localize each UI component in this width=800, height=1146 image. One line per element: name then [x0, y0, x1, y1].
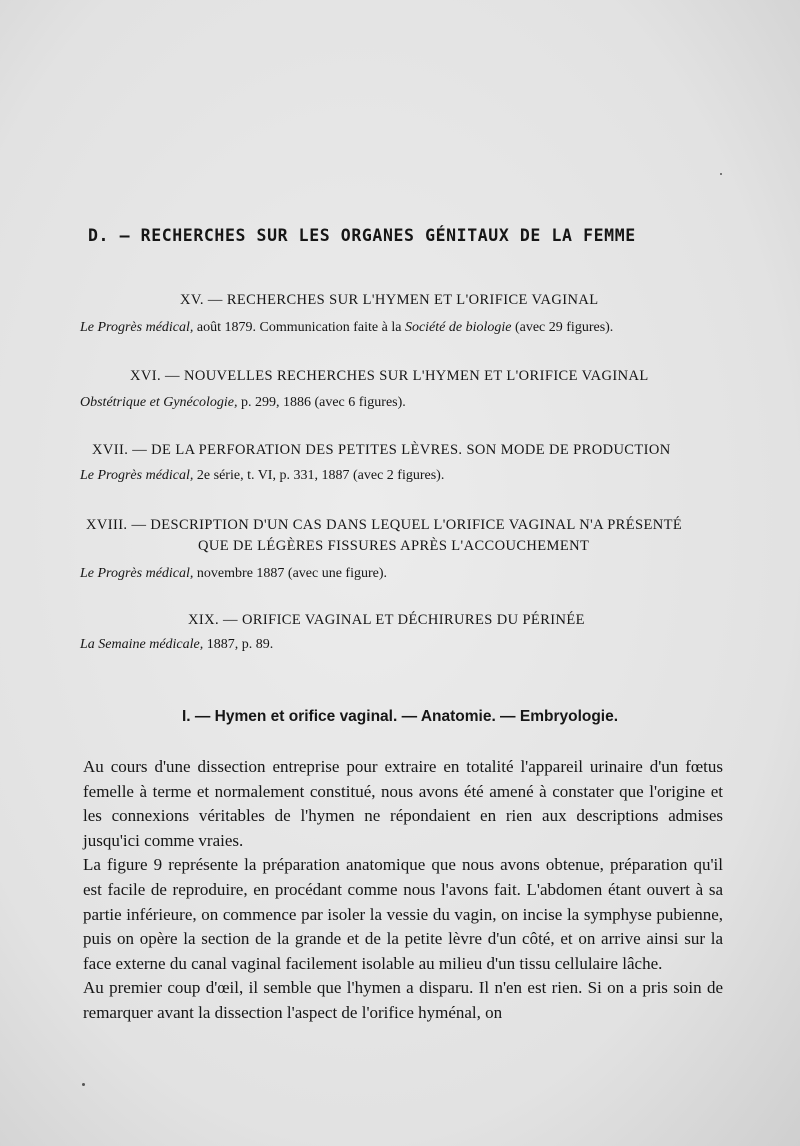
- paragraph: Au cours d'une dissection entreprise pour extraire en totalité l'appareil urinaire d'un fœtus femelle à terme et normalement constitué, nous avons été amené à constater que l'origine et les connexions véritables de l'hymen ne répondaient en rien aux descriptions admises jusqu'ici comme vraies.: [83, 757, 723, 850]
- body-text: [83, 755, 723, 1026]
- entry-title-xix: XIX. — ORIFICE VAGINAL ET DÉCHIRURES DU PÉRINÉE: [188, 612, 585, 628]
- entry-title-xv: XV. — RECHERCHES SUR L'HYMEN ET L'ORIFICE VAGINAL: [180, 292, 599, 308]
- entry-ref-xix: [80, 637, 273, 653]
- entry-ref-xv: [80, 320, 613, 336]
- print-speck: [720, 173, 722, 175]
- ref-text: p. 299, 1886 (avec 6 figures).: [237, 395, 406, 410]
- paragraph: Au premier coup d'œil, il semble que l'hymen a disparu. Il n'en est rien. Si on a pris soin de remarquer avant la dissection l'aspect de l'orifice hyménal, on: [83, 978, 723, 1022]
- entry-title-xviii-line1: XVIII. — DESCRIPTION D'UN CAS DANS LEQUEL L'ORIFICE VAGINAL N'A PRÉSENTÉ: [86, 517, 683, 533]
- journal-name: Le Progrès médical,: [80, 320, 194, 335]
- ref-text: 2e série, t. VI, p. 331, 1887 (avec 2 figures).: [193, 468, 445, 483]
- journal-name: Obstétrique et Gynécologie,: [80, 395, 238, 410]
- ref-text: 1887, p. 89.: [203, 637, 274, 652]
- entry-ref-xviii: [80, 566, 387, 582]
- print-speck: [82, 1083, 85, 1086]
- section-title: D. — RECHERCHES SUR LES ORGANES GÉNITAUX DE LA FEMME: [88, 226, 636, 245]
- journal-name: Le Progrès médical,: [80, 468, 194, 483]
- chapter-heading: I. — Hymen et orifice vaginal. — Anatomie. — Embryologie.: [181, 708, 619, 725]
- ref-text: août 1879. Communication faite à la: [193, 320, 405, 335]
- journal-name: Le Progrès médical,: [80, 566, 194, 581]
- journal-name: La Semaine médicale,: [80, 637, 204, 652]
- entry-title-xvii: XVII. — DE LA PERFORATION DES PETITES LÈVRES. SON MODE DE PRODUCTION: [92, 442, 671, 458]
- entry-ref-xvi: [80, 395, 406, 411]
- paragraph: La figure 9 représente la préparation anatomique que nous avons obtenue, préparation qu'il est facile de reproduire, en procédant comme nous l'avons fait. L'abdomen étant ouvert à sa partie inférieure, on commence par isoler la vessie du vagin, on incise la symphyse pubienne, puis on opère la section de la grande et de la petite lèvre d'un côté, et on arrive ainsi sur la face externe du canal vaginal facilement isolable au milieu d'un tissu cellulaire lâche.: [83, 855, 723, 973]
- society-name: Société de biologie: [404, 320, 512, 335]
- entry-title-xviii-line2: QUE DE LÉGÈRES FISSURES APRÈS L'ACCOUCHEMENT: [198, 538, 590, 554]
- entry-title-xvi: XVI. — NOUVELLES RECHERCHES SUR L'HYMEN ET L'ORIFICE VAGINAL: [130, 368, 649, 384]
- ref-text: novembre 1887 (avec une figure).: [193, 566, 388, 581]
- entry-ref-xvii: [80, 468, 444, 484]
- ref-text: (avec 29 figures).: [511, 320, 614, 335]
